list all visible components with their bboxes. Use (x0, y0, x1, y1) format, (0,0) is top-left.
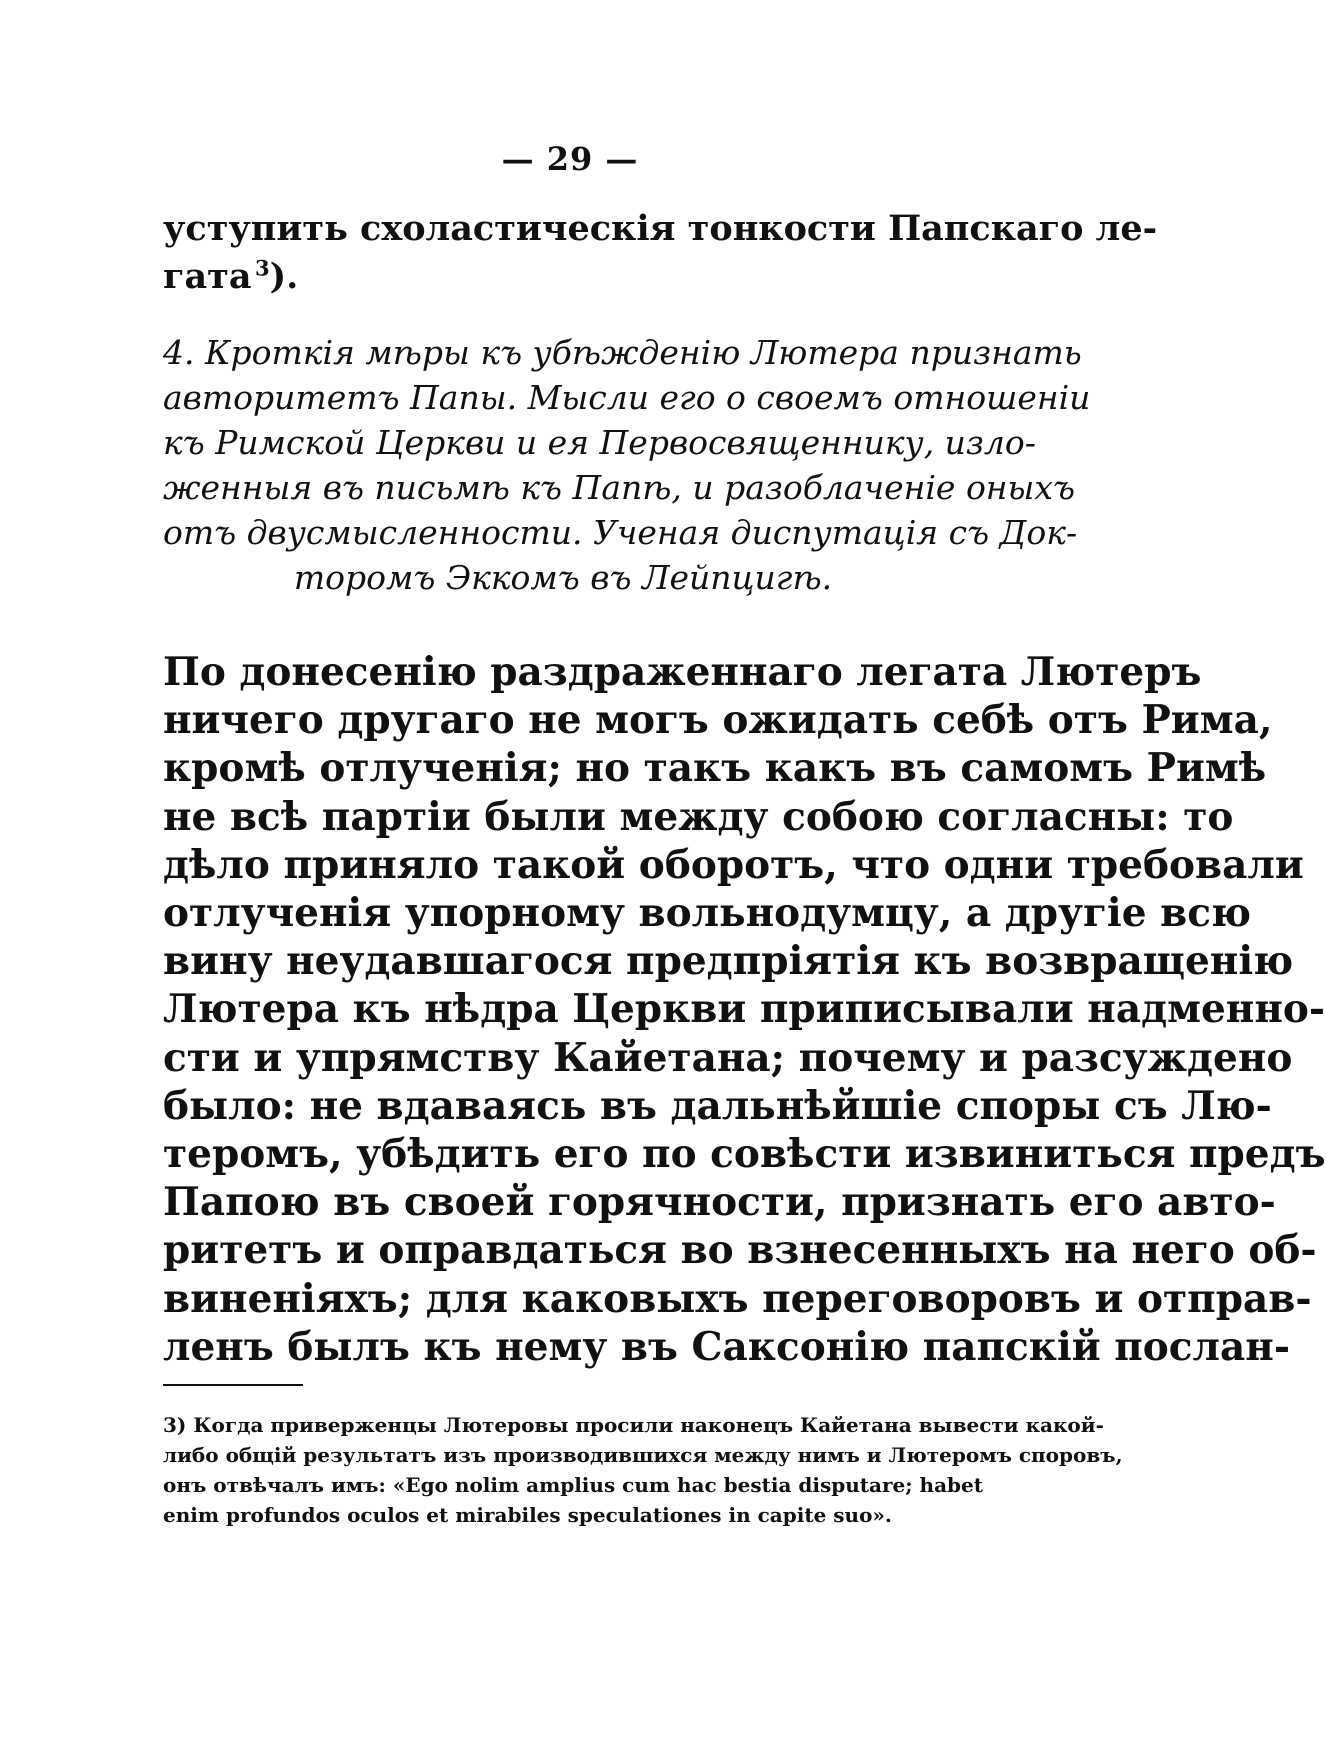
text-line: гата (163, 256, 252, 297)
text-line-with-footnote-ref (163, 253, 963, 301)
body-line: ничего другаго не могъ ожидать себѣ отъ Рима, (163, 697, 1273, 744)
body-line: теромъ, убѣдить его по совѣсти извиниться предъ (163, 1131, 1326, 1178)
body-line: ритетъ и оправдаться во взнесенныхъ на него об- (163, 1227, 1317, 1274)
body-line: дѣло приняло такой оборотъ, что одни требовали (163, 841, 1304, 888)
footnote-line: либо общій результатъ изъ производившихся между нимъ и Лютеромъ споровъ, (163, 1443, 1123, 1467)
footnote (163, 1410, 1123, 1530)
summary-line: авторитетъ Папы. Мысли его о своемъ отношеніи (163, 378, 1091, 417)
text-line: уступить схоластическія тонкости Папскаго ле- (163, 208, 1158, 249)
body-line: сти и упрямству Кайетана; почему и разсуждено (163, 1034, 1293, 1081)
summary-line: отъ двусмысленности. Ученая диспутація съ Док- (163, 513, 1078, 552)
body-line: не всѣ партіи были между собою согласны: то (163, 793, 1234, 840)
footnote-line: 3) Когда приверженцы Лютеровы просили наконецъ Кайетана вывести какой- (163, 1413, 1104, 1437)
body-line: вину неудавшагося предпріятія къ возвращенію (163, 938, 1294, 985)
main-paragraph (163, 648, 1326, 1371)
summary-line: 4. Кроткія мѣры къ убѣжденію Лютера признать (163, 333, 1082, 372)
continuation-paragraph (163, 205, 1158, 301)
footnote-divider (163, 1384, 303, 1386)
body-line: отлученія упорному вольнодумцу, а другіе всю (163, 890, 1251, 937)
section-summary (163, 330, 1091, 600)
body-line: ленъ былъ къ нему въ Саксонію папскій послан- (163, 1323, 1291, 1370)
footnote-line: онъ отвѣчалъ имъ: «Ego nolim amplius cum hac bestia disputare; habet (163, 1473, 983, 1497)
body-line: было: не вдаваясь въ дальнѣйшіе споры съ Лю- (163, 1082, 1272, 1129)
body-line: виненіяхъ; для каковыхъ переговоровъ и отправ- (163, 1275, 1312, 1322)
summary-line: торомъ Эккомъ въ Лейпцигѣ. (293, 558, 833, 597)
body-line: Лютера къ нѣдра Церкви приписывали надменно- (163, 986, 1326, 1033)
body-line: Папою въ своей горячности, признать его авто- (163, 1179, 1276, 1226)
footnote-ref: 3 (255, 255, 270, 281)
summary-line: женныя въ письмѣ къ Папѣ, и разоблаченіе оныхъ (163, 468, 1076, 507)
body-line: По донесенію раздраженнаго легата Лютеръ (163, 649, 1202, 695)
text-tail: ). (269, 256, 299, 297)
footnote-line: enim profundos oculos et mirabiles speculationes in capite suo». (163, 1503, 892, 1527)
summary-line: къ Римской Церкви и ея Первосвященнику, изло- (163, 423, 1036, 462)
body-line: кромѣ отлученія; но такъ какъ въ самомъ Римѣ (163, 745, 1267, 792)
page-number: — 29 — (501, 140, 639, 178)
